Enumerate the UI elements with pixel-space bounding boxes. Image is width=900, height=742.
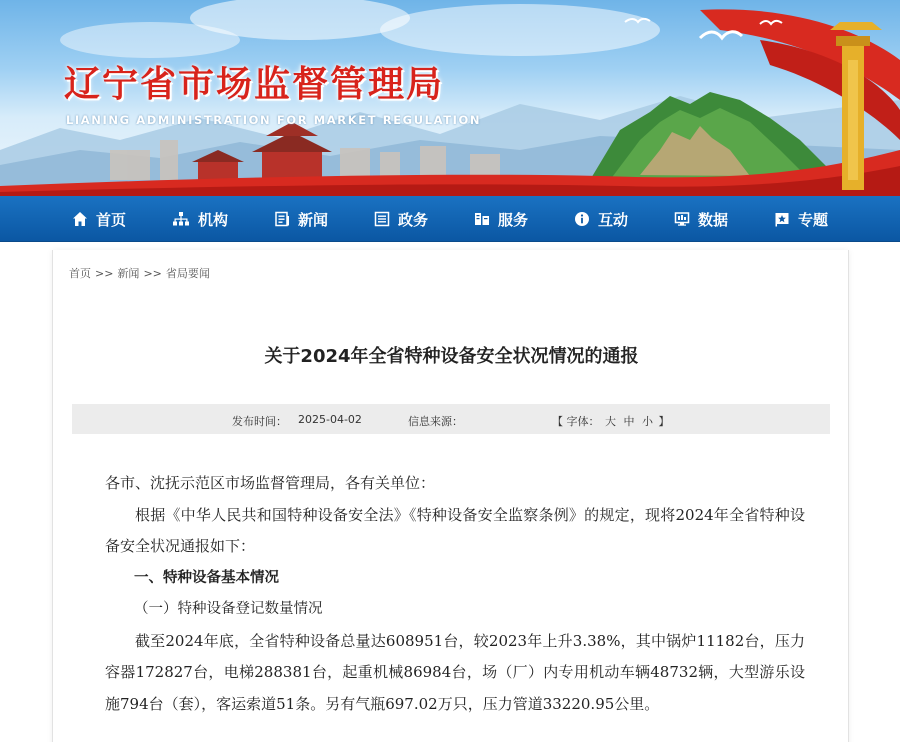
publish-date-label: 发布时间：: [232, 415, 287, 428]
publish-date: 2025-04-02: [298, 413, 362, 426]
font-size-small-button[interactable]: 小: [642, 415, 653, 428]
intro-paragraph: 根据《中华人民共和国特种设备安全法》《特种设备安全监察条例》的规定，现将2024年全省特种设备安全状况通报如下：: [105, 505, 805, 555]
article-meta-bar: [72, 404, 830, 434]
nav-item-special-topics[interactable]: [751, 196, 851, 242]
home-icon: [72, 211, 88, 227]
nav-item-interaction[interactable]: [551, 196, 651, 242]
nav-item-home[interactable]: [49, 196, 149, 242]
site-subtitle: LIANING ADMINISTRATION FOR MARKET REGULATION: [66, 113, 482, 127]
nav-item-org[interactable]: [149, 196, 251, 242]
nav-item-service[interactable]: [451, 196, 551, 242]
nav-item-data[interactable]: [651, 196, 751, 242]
info-icon: [574, 211, 590, 227]
nav-item-government-affairs[interactable]: [351, 196, 451, 242]
nav-label: 首页: [95, 210, 126, 229]
font-size-medium-button[interactable]: 中: [623, 415, 635, 428]
article-body: [105, 468, 805, 720]
site-title: 辽宁省市场监督管理局: [64, 64, 445, 105]
font-size-open: 【 字体：: [552, 415, 600, 428]
font-size-close: 】: [658, 415, 670, 428]
nav-label: 数据: [698, 210, 729, 229]
breadcrumb-home[interactable]: 首页: [69, 267, 91, 280]
org-chart-icon: [172, 211, 190, 227]
breadcrumb-provincial-news[interactable]: 省局要闻: [165, 267, 210, 280]
nav-item-news[interactable]: [251, 196, 351, 242]
section-heading: 一、特种设备基本情况: [134, 569, 279, 586]
statistics-paragraph: 截至2024年底，全省特种设备总量达608951台，较2023年上升3.38%，其中锅炉11182台，压力容器172827台，电梯288381台，起重机械86984台，场（厂）内专用机动车辆48732辆，大型游乐设施794台（套），客运索道51条。另有气瓶697.02万只，压力管道33220.95公里。: [105, 631, 805, 713]
list-icon: [374, 211, 390, 227]
nav-label: 机构: [197, 210, 228, 229]
breadcrumb-separator: >>: [143, 267, 162, 280]
article-title: 关于2024年全省特种设备安全状况情况的通报: [264, 346, 639, 367]
topic-flag-icon: [774, 211, 790, 227]
service-icon: [474, 211, 490, 227]
news-icon: [274, 211, 290, 227]
source-label: 信息来源：: [408, 415, 463, 428]
breadcrumb-separator: >>: [95, 267, 114, 280]
nav-label: 政务: [397, 210, 428, 229]
nav-label: 新闻: [297, 210, 328, 229]
main-nav: [0, 196, 900, 242]
breadcrumb: [69, 265, 210, 281]
nav-label: 服务: [498, 210, 529, 229]
subsection-heading: （一）特种设备登记数量情况: [134, 601, 323, 617]
breadcrumb-news[interactable]: 新闻: [117, 267, 140, 280]
nav-label: 互动: [598, 210, 629, 229]
font-size-large-button[interactable]: 大: [605, 415, 616, 428]
salutation-paragraph: 各市、沈抚示范区市场监督管理局，各有关单位：: [105, 474, 436, 492]
nav-label: 专题: [798, 210, 829, 229]
data-icon: [674, 211, 690, 227]
article-card: [52, 250, 849, 742]
font-size-control: [552, 413, 670, 429]
site-banner: [0, 0, 900, 196]
